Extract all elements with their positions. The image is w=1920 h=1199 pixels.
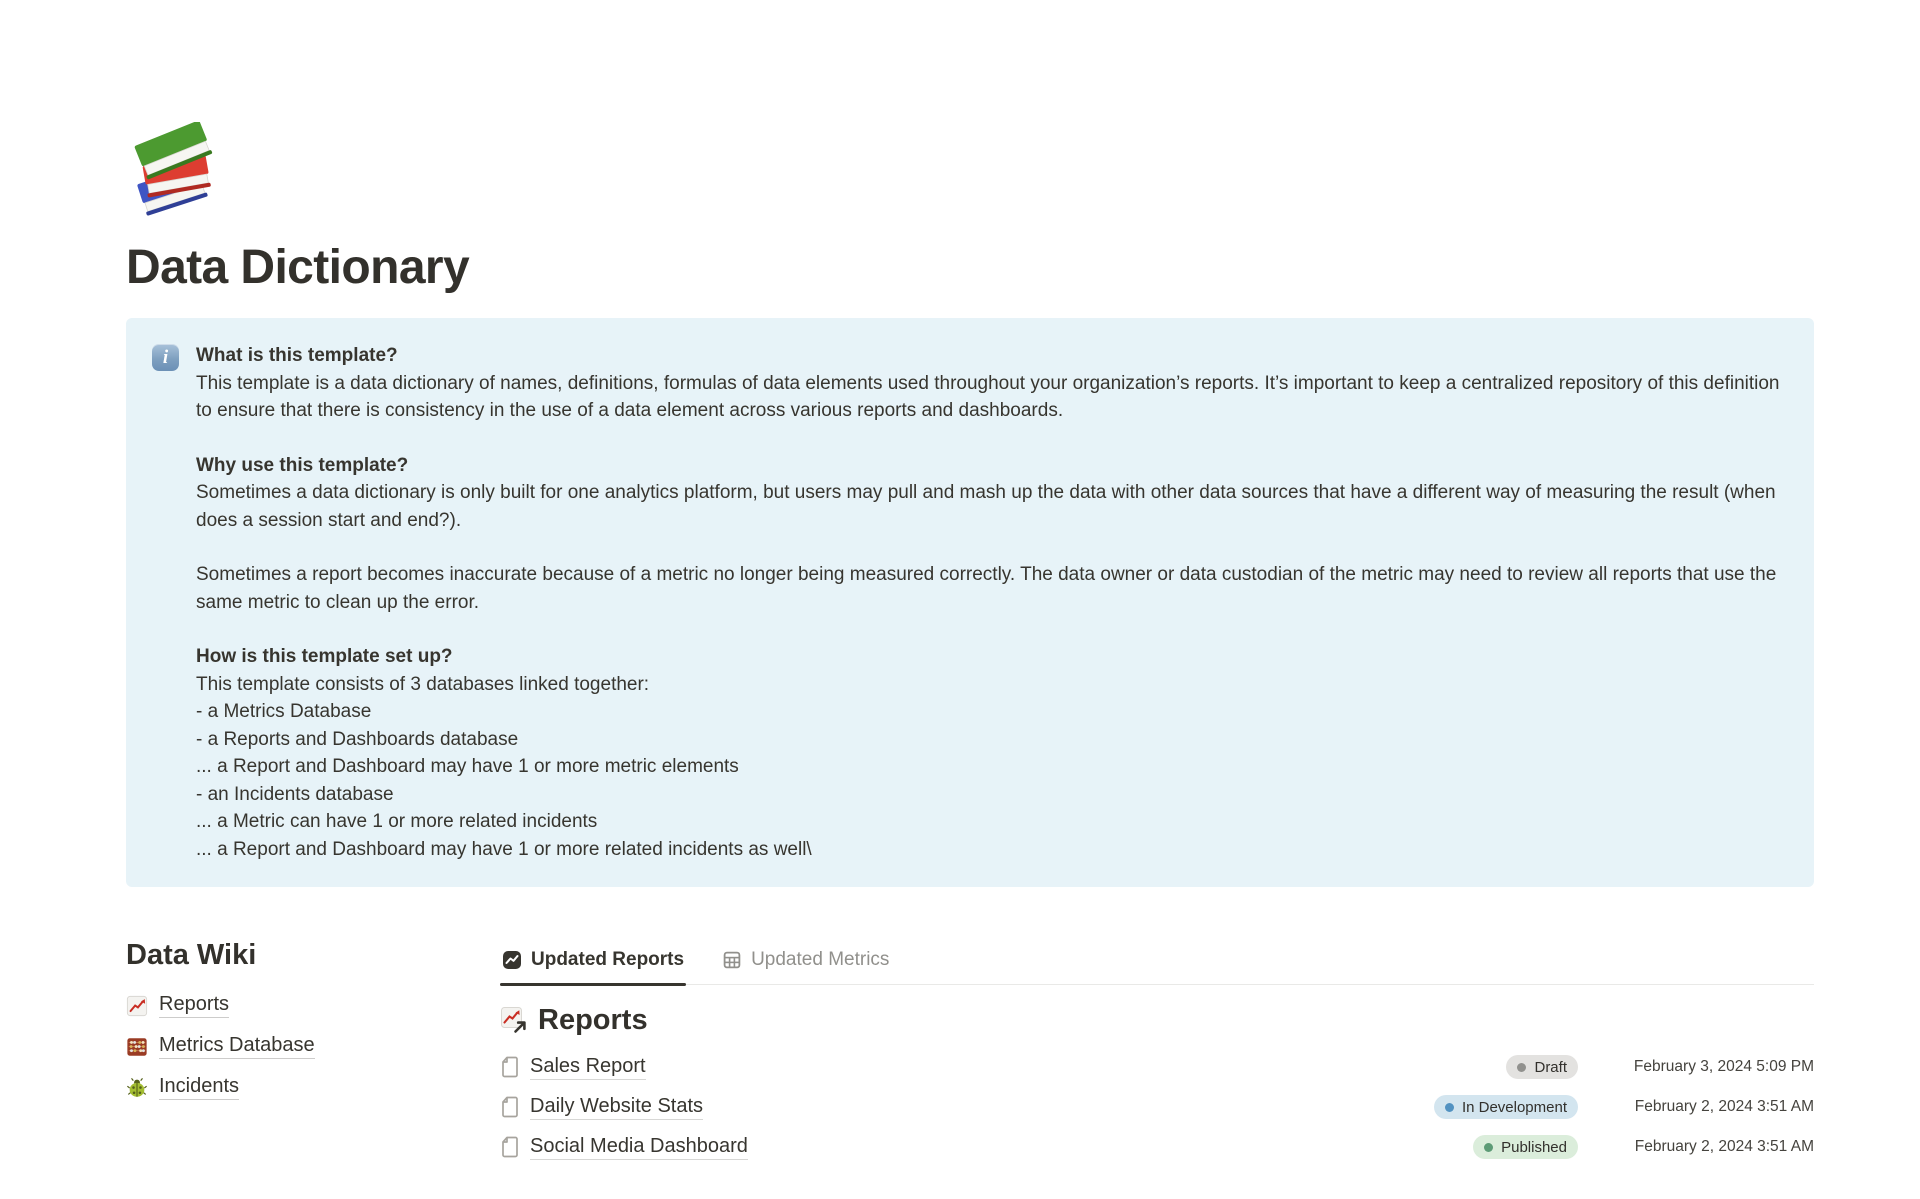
wiki-link-incidents[interactable] <box>126 1075 500 1100</box>
table-view-icon <box>722 950 742 970</box>
tab-updated-reports[interactable] <box>500 941 686 984</box>
report-row-sales-report[interactable] <box>500 1047 1814 1087</box>
status-label: In Development <box>1461 1098 1567 1116</box>
two-column-layout <box>126 937 1814 1167</box>
books-icon[interactable] <box>126 122 230 226</box>
callout-section-text: Sometimes a data dictionary is only built for one analytics platform, but users may pull and mash up the data with other data sources that have a different way of measuring the result (when does a session start and end?). <box>196 482 1776 531</box>
updated-timestamp: February 2, 2024 3:51 AM <box>1634 1098 1814 1115</box>
page-icon <box>500 1136 520 1158</box>
reports-list <box>500 1047 1814 1167</box>
callout-section-line: This template consists of 3 databases linked together: <box>196 673 650 695</box>
tab-label: Updated Metrics <box>751 949 890 970</box>
chart-increasing-icon <box>126 995 148 1017</box>
data-wiki-heading: Data Wiki <box>126 939 257 971</box>
callout-section <box>196 561 1788 616</box>
callout-body <box>196 342 1788 863</box>
status-dot <box>1445 1103 1454 1112</box>
status-badge <box>1506 1055 1578 1079</box>
updated-timestamp: February 2, 2024 3:51 AM <box>1634 1138 1814 1155</box>
wiki-link-reports[interactable] <box>126 993 500 1018</box>
status-dot <box>1517 1063 1526 1072</box>
wiki-link-metrics-database[interactable] <box>126 1034 500 1059</box>
updated-timestamp: February 3, 2024 5:09 PM <box>1633 1058 1814 1075</box>
report-row-social-media-dashboard[interactable] <box>500 1127 1814 1167</box>
callout-section-line: ... a Report and Dashboard may have 1 or more related incidents as well\ <box>196 838 812 860</box>
report-title-link[interactable]: Social Media Dashboard <box>530 1135 748 1160</box>
report-title-link[interactable]: Sales Report <box>530 1055 646 1080</box>
tab-updated-metrics[interactable] <box>720 941 891 984</box>
report-row-daily-website-stats[interactable] <box>500 1087 1814 1127</box>
info-callout <box>126 318 1814 887</box>
linked-database-header[interactable] <box>500 1001 1814 1039</box>
callout-section-line: - a Reports and Dashboards database <box>196 728 519 750</box>
view-tabs <box>500 937 1814 985</box>
status-label: Draft <box>1534 1058 1567 1076</box>
callout-section-text: This template is a data dictionary of names, definitions, formulas of data elements used throughout your organization’s reports. It’s important to keep a centralized repository of this definition to ensure that there is consistency in the use of a data element across various reports and dashboards. <box>196 372 1780 421</box>
linked-database-title: Reports <box>538 1004 648 1036</box>
tab-label: Updated Reports <box>531 949 685 970</box>
callout-section <box>196 452 1788 535</box>
page-content <box>126 0 1814 1167</box>
report-title-link[interactable]: Daily Website Stats <box>530 1095 703 1120</box>
database-views-column <box>500 937 1814 1167</box>
callout-section-line: - an Incidents database <box>196 783 394 805</box>
wiki-link-label: Reports <box>159 993 229 1018</box>
callout-section-line: ... a Metric can have 1 or more related incidents <box>196 811 598 832</box>
callout-section-line: - a Metrics Database <box>196 701 372 722</box>
callout-section-line: ... a Report and Dashboard may have 1 or more metric elements <box>196 756 739 777</box>
callout-section-heading: Why use this template? <box>196 454 409 476</box>
callout-section-text: Sometimes a report becomes inaccurate because of a metric no longer being measured correctly. The data owner or data custodian of the metric may need to review all reports that use the same metric to clean up the error. <box>196 564 1777 613</box>
line-chart-view-icon <box>502 950 522 970</box>
data-wiki-column <box>126 937 500 1167</box>
page-icon <box>500 1056 520 1078</box>
status-badge <box>1473 1135 1578 1159</box>
chart-increasing-link-icon <box>500 1006 528 1034</box>
status-label: Published <box>1501 1138 1567 1156</box>
status-dot <box>1484 1143 1493 1152</box>
callout-section <box>196 342 1788 425</box>
wiki-link-label: Metrics Database <box>159 1034 315 1059</box>
callout-section-heading: What is this template? <box>196 345 398 366</box>
abacus-icon <box>126 1036 148 1058</box>
callout-section-heading: How is this template set up? <box>196 646 453 667</box>
page-title: Data Dictionary <box>126 241 470 294</box>
wiki-link-label: Incidents <box>159 1075 239 1100</box>
status-badge <box>1434 1095 1578 1119</box>
info-icon: i <box>152 344 179 371</box>
callout-section <box>196 643 1788 863</box>
page-icon <box>500 1096 520 1118</box>
lady-beetle-icon <box>126 1077 148 1099</box>
